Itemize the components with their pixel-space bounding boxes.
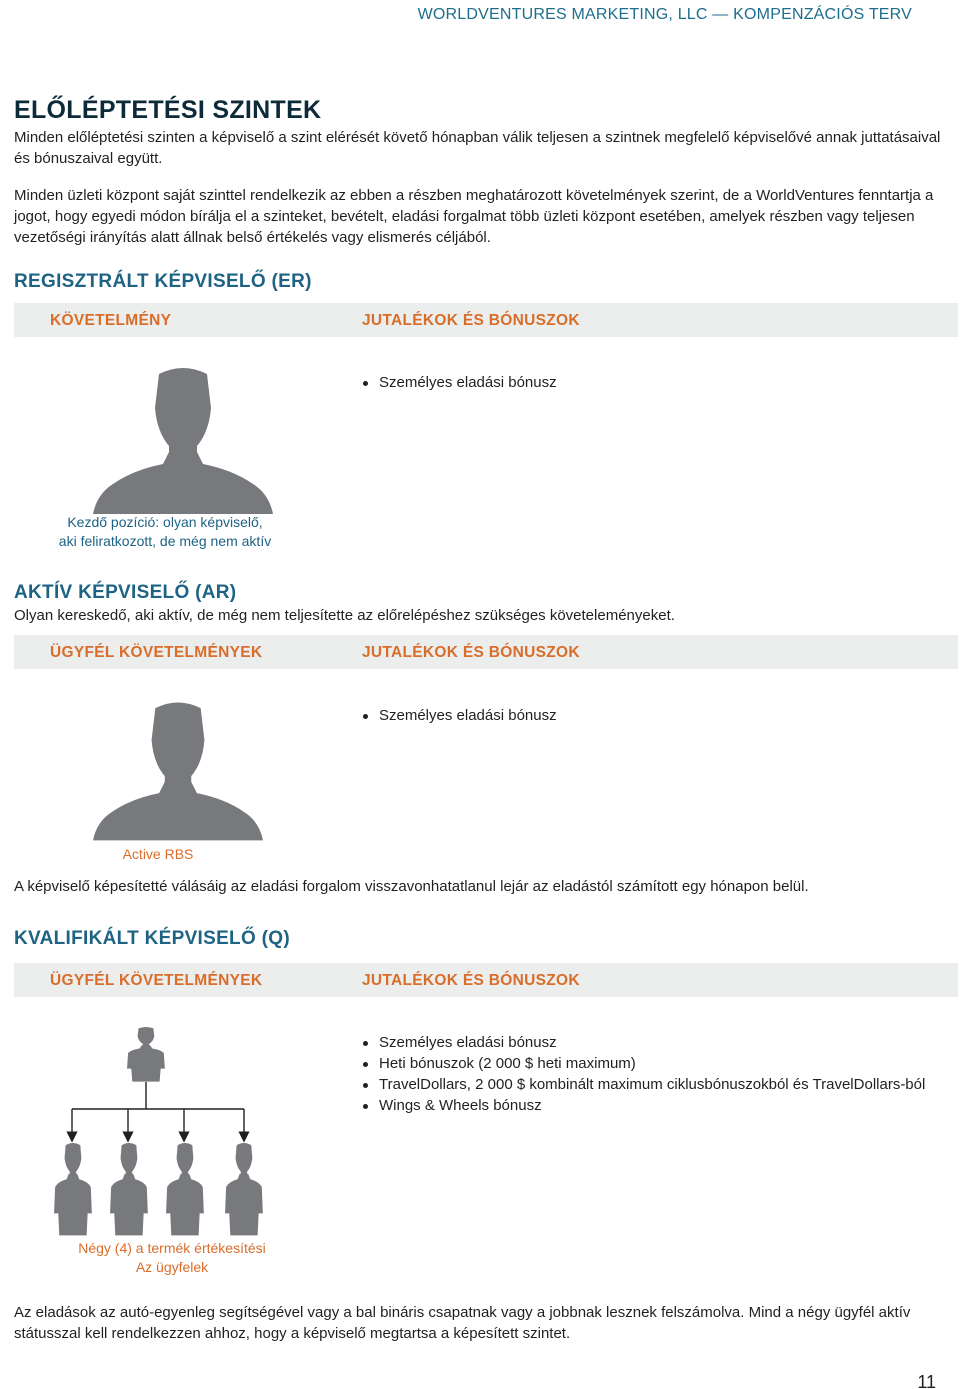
band-label-requirements: KÖVETELMÉNY (50, 312, 172, 329)
ar-description: Olyan kereskedő, aki aktív, de még nem teljesítette az előrelépéshez szükséges követeleményeket. (14, 607, 675, 624)
customer-person-icon (110, 1143, 148, 1235)
section-band-q (14, 963, 958, 997)
section-heading-ar: AKTÍV KÉPVISELŐ (AR) (14, 582, 237, 603)
band-label-commissions: JUTALÉKOK ÉS BÓNUSZOK (362, 312, 580, 329)
bullet-item: Heti bónuszok (2 000 $ heti maximum) (362, 1053, 925, 1074)
section-heading-er: REGISZTRÁLT KÉPVISELŐ (ER) (14, 271, 312, 292)
bullet-list-er (362, 372, 557, 393)
org-chart-icon (56, 1027, 274, 1239)
caption-line: Az ügyfelek (135, 1259, 209, 1275)
page-number: 11 (917, 1372, 936, 1389)
q-note: Az eladások az autó-egyenleg segítségével vagy a bal bináris csapatnak vagy a jobbnak lesznek felszámolva. Mind a négy ügyfél aktív státusszal kell rendelkezzen ahhoz, hogy a képviselő megtartsa a képesített szintet. (14, 1304, 911, 1342)
intro-paragraph-1: Minden előléptetési szinten a képviselő a szint elérését követő hónapban válik teljesen a szintnek megfelelő képviselővé annak juttatásaival és bónuszaival együtt. (14, 129, 941, 167)
intro-paragraph-2: Minden üzleti központ saját szinttel rendelkezik az ebben a részben meghatározott követelmények szerint, de a WorldVentures fenntartja a jogot, hogy egyedi módon bírálja el a szinteket, bevételt, eladási forgalmat több üzleti központ esetében, amelyek részben vagy teljesen vezetőségi irányítás alatt állnak belső értékelés vagy elismerés céljából. (14, 187, 934, 246)
band-label-commissions: JUTALÉKOK ÉS BÓNUSZOK (362, 972, 580, 989)
bullet-item: Személyes eladási bónusz (362, 705, 557, 726)
bullet-item: Wings & Wheels bónusz (362, 1095, 925, 1116)
bullet-item: Személyes eladási bónusz (362, 372, 557, 393)
section-band-ar (14, 635, 958, 669)
document-header-title: WORLDVENTURES MARKETING, LLC — KOMPENZÁCIÓS TERV (417, 6, 912, 23)
page-title: ELŐLÉPTETÉSI SZINTEK (14, 96, 322, 124)
customer-person-icon (225, 1143, 263, 1235)
section-band-er (14, 303, 958, 337)
caption-line: Kezdő pozíció: olyan képviselő, (67, 514, 263, 530)
ar-note: A képviselő képesítetté válásáig az eladási forgalom visszavonhatatlanul lejár az eladástól számított egy hónapon belül. (14, 878, 809, 895)
section-heading-q: KVALIFIKÁLT KÉPVISELŐ (Q) (14, 928, 290, 949)
bullet-list-ar (362, 705, 557, 726)
bullet-list-q (362, 1032, 925, 1116)
bullet-item: TravelDollars, 2 000 $ kombinált maximum ciklusbónuszokból és TravelDollars-ból (362, 1074, 925, 1095)
top-person-icon (127, 1027, 165, 1082)
caption-ar: Active RBS (122, 846, 194, 862)
person-silhouette-icon (93, 366, 273, 514)
band-label-commissions: JUTALÉKOK ÉS BÓNUSZOK (362, 644, 580, 661)
caption-q (14, 1239, 330, 1277)
band-label-customer-requirements: ÜGYFÉL KÖVETELMÉNYEK (50, 972, 263, 989)
band-label-customer-requirements: ÜGYFÉL KÖVETELMÉNYEK (50, 644, 263, 661)
caption-line: aki feliratkozott, de még nem aktív (58, 533, 272, 549)
caption-line: Négy (4) a termék értékesítési (78, 1240, 266, 1256)
customer-person-icon (54, 1143, 92, 1235)
bullet-item: Személyes eladási bónusz (362, 1032, 925, 1053)
caption-er (14, 513, 316, 551)
person-silhouette-icon (93, 699, 263, 842)
customer-person-icon (166, 1143, 204, 1235)
